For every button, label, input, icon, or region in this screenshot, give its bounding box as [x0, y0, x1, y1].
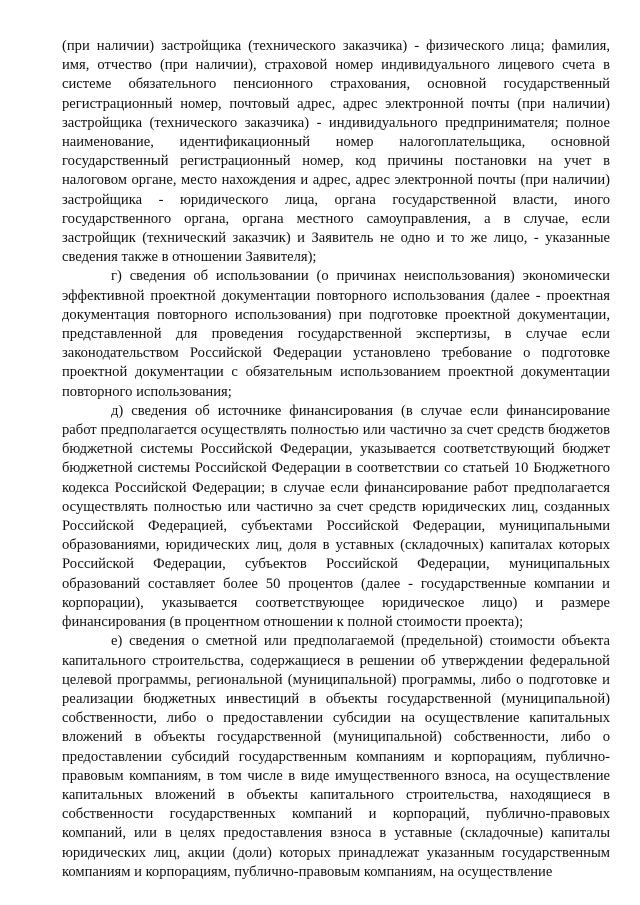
paragraph-d-financing-source: д) сведения об источнике финансирования (в случае если финансирование работ предполагается осуществлять полностью или частично за счет средств бюджетов бюджетной системы Российской Федерации, указывается соответствующий бюджет бюджетной системы Российской Федерации в соответствии со статьей 10 Бюджетного кодекса Российской Федерации; в случае если финансирование работ предполагается осуществлять полностью или частично за счет средств юридических лиц, созданных Российской Федерацией, субъектами Российской Федерации, муниципальными образованиями, юридических лиц, доля в уставных (складочных) капиталах которых Российской Федерации, субъектов Российской Федерации, муниципальных образований составляет более 50 процентов (далее - государственные компании и корпорации), указывается соответствующее юридическое лицо) и размере финансирования (в процентном отношении к полной стоимости проекта);	[62, 402, 610, 631]
paragraph-e-estimated-cost: е) сведения о сметной или предполагаемой (предельной) стоимости объекта капитального строительства, содержащиеся в решении об утверждении федеральной целевой программы, региональной (муниципальной) программы, либо о подготовке и реализации бюджетных инвестиций в объекты государственной (муниципальной) собственности, либо о предоставлении субсидии на осуществление капитальных вложений в объекты государственной (муниципальной) собственности, либо о предоставлении субсидий государственным компаниям и корпорациям, публично-правовым компаниям, в том числе в виде имущественного взноса, на осуществление капитальных вложений в объекты капитального строительства, находящиеся в собственности государственных компаний и корпораций, публично-правовых компаний, или в целях предоставления взноса в уставные (складочные) капиталы юридических лиц, акции (доли) которых принадлежат указанным государственным компаниям и корпорациям, публично-правовым компаниям, на осуществление	[62, 633, 610, 880]
paragraph-applicant-details: (при наличии) застройщика (технического заказчика) - физического лица; фамилия, имя, отчество (при наличии), страховой номер индивидуального лицевого счета в системе обязательного пенсионного страхования, основной государственный регистрационный номер, почтовый адрес, адрес электронной почты (при наличии) застройщика (технического заказчика) - индивидуального предпринимателя; полное наименование, идентификационный номер налогоплательщика, основной государственный регистрационный номер, код причины постановки на учет в налоговом органе, место нахождения и адрес, адрес электронной почты (при наличии) застройщика - юридического лица, органа государственной власти, иного государственного органа, органа местного самоуправления, а в случае, если застройщик (технический заказчик) и Заявитель не одно и то же лицо, - указанные сведения также в отношении Заявителя);	[62, 38, 610, 266]
document-page	[62, 37, 610, 882]
paragraph-g-reuse-documentation: г) сведения об использовании (о причинах неиспользования) экономически эффективной проектной документации повторного использования (далее - проектная документация повторного использования) при подготовке проектной документации, представленной для проведения государственной экспертизы, в случае если законодательством Российской Федерации установлено требование о подготовке проектной документации с обязательным использованием проектной документации повторного использования;	[62, 268, 610, 400]
